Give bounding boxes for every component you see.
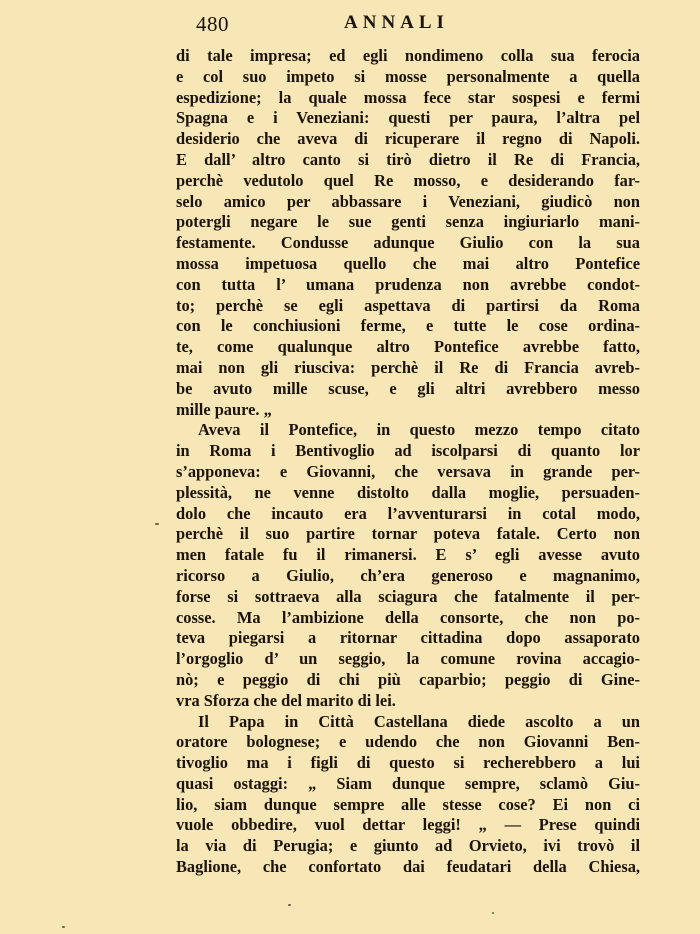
text-line: tivoglio ma i figli di questo si recherebbero a lui [176,753,640,773]
text-line: be avuto mille scuse, e gli altri avrebbero messo [176,378,640,398]
text-line: mossa impetuosa quello che mai altro Pontefice [176,253,640,273]
text-line: men fatale fu il rimanersi. E s’ egli avesse avuto [176,545,640,565]
text-line: te, come qualunque altro Pontefice avrebbe fatto, [176,337,640,357]
text-line: mille paure. „ [176,399,272,419]
text-line: quasi ostaggi: „ Siam dunque sempre, sclamò Giu- [176,773,640,793]
text-line: nò; e peggio di chi più caparbio; peggio di Gine- [176,669,640,689]
text-line: perchè il suo partire tornar poteva fatale. Certo non [176,524,640,544]
text-line: Il Papa in Città Castellana diede ascolto a un [198,711,640,731]
page-number: 480 [196,12,229,36]
text-line: E dall’ altro canto si tirò dietro il Re di Francia, [176,149,640,169]
body-text [176,46,640,878]
running-head: ANNALI [344,12,449,33]
text-line: s’apponeva: e Giovanni, che versava in grande per- [176,461,640,481]
text-line: e col suo impeto si mosse personalmente a quella [176,66,640,86]
text-line: desiderio che aveva di ricuperare il regno di Napoli. [176,129,640,149]
print-speck [288,904,291,906]
text-line: la via di Perugia; e giunto ad Orvieto, ivi trovò il [176,836,640,856]
text-line: vuole obbedire, vuol dettar leggi! „ — Prese quindi [176,815,640,835]
print-speck [62,926,65,928]
text-line: oratore bolognese; e udendo che non Giovanni Ben- [176,732,640,752]
text-line: potergli negare le sue genti senza ingiuriarlo mani- [176,212,640,232]
text-line: cosse. Ma l’ambizione della consorte, che non po- [176,607,640,627]
text-line: vra Sforza che del marito di lei. [176,690,396,710]
text-line: perchè vedutolo quel Re mosso, e desiderando far- [176,170,640,190]
text-line: teva piegarsi a ritornar cittadina dopo assaporato [176,628,640,648]
text-line: Spagna e i Veneziani: questi per paura, l’altra pel [176,108,640,128]
text-line: con tutta l’ umana prudenza non avrebbe condot- [176,274,640,294]
print-speck [492,912,494,914]
text-line: Baglione, che confortato dai feudatari della Chiesa, [176,857,640,877]
text-line: forse si sottraeva alla sciagura che fatalmente il per- [176,586,640,606]
text-line: plessità, ne venne distolto dalla moglie, persuaden- [176,482,640,502]
text-line: con le conchiusioni ferme, e tutte le cose ordina- [176,316,640,336]
text-line: ricorso a Giulio, ch’era generoso e magnanimo, [176,565,640,585]
page-header [196,8,646,40]
print-speck [155,523,159,525]
text-line: in Roma i Bentivoglio ad iscolparsi di quanto lor [176,441,640,461]
text-line: Aveva il Pontefice, in questo mezzo tempo citato [198,420,640,440]
text-line: dolo che incauto era l’avventurarsi in cotal modo, [176,503,640,523]
text-line: lio, siam dunque sempre alle stesse cose? Ei non ci [176,794,640,814]
text-line: mai non gli riusciva: perchè il Re di Francia avreb- [176,357,640,377]
text-line: espedizione; la quale mossa fece star sospesi e fermi [176,87,640,107]
text-line: l’orgoglio d’ un seggio, la comune rovina accagio- [176,649,640,669]
text-line: selo amico per abbassare i Veneziani, giudicò non [176,191,640,211]
text-line: di tale impresa; ed egli nondimeno colla sua ferocia [176,46,640,65]
text-line: festamente. Condusse adunque Giulio con la sua [176,233,640,253]
text-line: to; perchè se egli aspettava di partirsi da Roma [176,295,640,315]
